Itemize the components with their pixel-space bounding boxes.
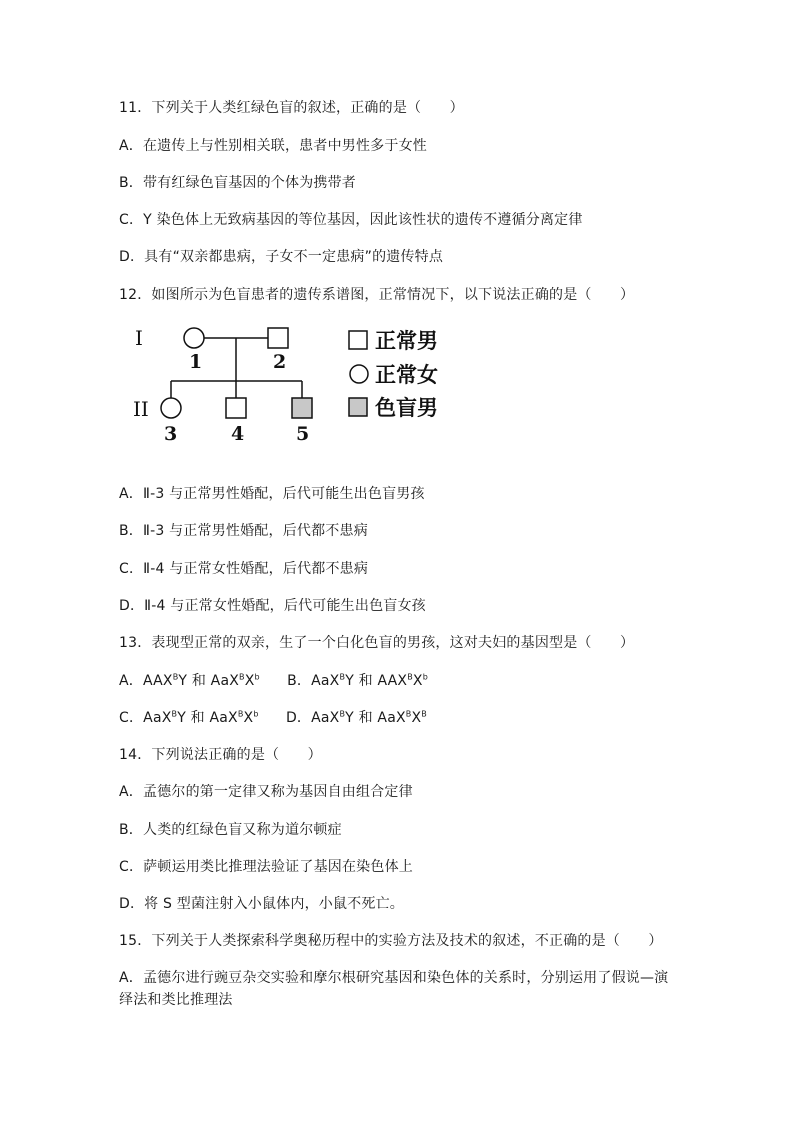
q15-stem: 15．下列关于人类探索科学奥秘历程中的实验方法及技术的叙述，不正确的是（ ） xyxy=(119,933,663,949)
q14-option-d: D．将 S 型菌注射入小鼠体内，小鼠不死亡。 xyxy=(119,896,404,912)
superscript: b xyxy=(254,672,260,682)
individual-3-number: 3 xyxy=(164,423,178,445)
generation-2-label: II xyxy=(133,397,149,421)
q14-option-a: A．孟德尔的第一定律又称为基因自由组合定律 xyxy=(119,784,413,800)
legend-male-symbol xyxy=(349,331,367,349)
q12-option-a: A．Ⅱ-3 与正常男性婚配，后代可能生出色盲男孩 xyxy=(119,486,425,502)
individual-3-female xyxy=(161,398,181,418)
q11-option-a: A．在遗传上与性别相关联，患者中男性多于女性 xyxy=(119,138,427,154)
q11-option-b: B．带有红绿色盲基因的个体为携带者 xyxy=(119,175,357,191)
superscript: b xyxy=(422,672,428,682)
q14-stem: 14．下列说法正确的是（ ） xyxy=(119,747,322,763)
q12-option-c: C．Ⅱ-4 与正常女性婚配，后代都不患病 xyxy=(119,561,369,577)
q13-b-text-2: Y 和 AAX xyxy=(345,673,408,689)
legend-normal-male: 正常男 xyxy=(375,329,438,353)
individual-2-number: 2 xyxy=(273,351,287,373)
q11-option-c: C．Y 染色体上无致病基因的等位基因，因此该性状的遗传不遵循分离定律 xyxy=(119,212,583,228)
q13-option-d xyxy=(286,710,427,726)
individual-2-male xyxy=(268,328,288,348)
superscript: B xyxy=(407,672,413,682)
superscript: B xyxy=(239,672,245,682)
q14-option-c: C．萨顿运用类比推理法验证了基因在染色体上 xyxy=(119,859,413,875)
q13-a-text-1: A．AAX xyxy=(119,673,173,689)
legend-affected-symbol xyxy=(349,398,367,416)
superscript: B xyxy=(421,709,427,719)
q13-option-a xyxy=(119,673,264,689)
individual-1-female xyxy=(184,328,204,348)
legend-female-symbol xyxy=(350,365,368,383)
q14-option-b: B．人类的红绿色盲又称为道尔顿症 xyxy=(119,822,342,838)
superscript: B xyxy=(405,709,412,719)
q13-a-text-3: X xyxy=(244,673,255,689)
legend-colorblind-male: 色盲男 xyxy=(375,396,438,420)
q13-c-text-2: Y 和 AaX xyxy=(177,710,238,726)
q13-option-c xyxy=(119,710,263,726)
q11-stem: 11．下列关于人类红绿色盲的叙述，正确的是（ ） xyxy=(119,100,464,116)
q12-option-d: D．Ⅱ-4 与正常女性婚配，后代可能生出色盲女孩 xyxy=(119,598,426,614)
q13-d-text-1: D．AaX xyxy=(285,710,340,726)
individual-1-number: 1 xyxy=(189,351,203,373)
superscript: B xyxy=(339,672,346,682)
q13-option-b xyxy=(287,673,428,689)
superscript: b xyxy=(253,709,259,719)
superscript: B xyxy=(339,709,346,719)
q13-options-ab xyxy=(119,672,428,690)
q13-d-text-3: X xyxy=(411,710,422,726)
pedigree-chart xyxy=(125,318,455,448)
q12-option-b: B．Ⅱ-3 与正常男性婚配，后代都不患病 xyxy=(119,523,368,539)
q13-b-text-1: B．AaX xyxy=(287,673,340,689)
q13-a-text-2: Y 和 AaX xyxy=(178,673,240,689)
q13-options-cd xyxy=(119,709,427,727)
superscript: B xyxy=(171,709,178,719)
q13-b-text-3: X xyxy=(412,673,423,689)
q13-c-text-3: X xyxy=(243,710,254,726)
q11-option-d: D．具有“双亲都患病，子女不一定患病”的遗传特点 xyxy=(119,249,444,265)
individual-5-number: 5 xyxy=(296,423,310,445)
q13-stem: 13．表现型正常的双亲，生了一个白化色盲的男孩，这对夫妇的基因型是（ ） xyxy=(119,635,635,651)
generation-1-label: I xyxy=(135,326,143,350)
individual-4-number: 4 xyxy=(231,423,245,445)
superscript: B xyxy=(172,672,179,682)
q15-option-a: A．孟德尔进行豌豆杂交实验和摩尔根研究基因和染色体的关系时，分别运用了假说—演绎法和类比推理法 xyxy=(119,970,669,1008)
superscript: B xyxy=(237,709,244,719)
q13-d-text-2: Y 和 AaX xyxy=(345,710,406,726)
individual-4-male xyxy=(226,398,246,418)
q12-stem: 12．如图所示为色盲患者的遗传系谱图，正常情况下，以下说法正确的是（ ） xyxy=(119,287,635,303)
legend-normal-female: 正常女 xyxy=(375,363,438,387)
q13-c-text-1: C．AaX xyxy=(119,710,172,726)
individual-5-affected-male xyxy=(292,398,312,418)
